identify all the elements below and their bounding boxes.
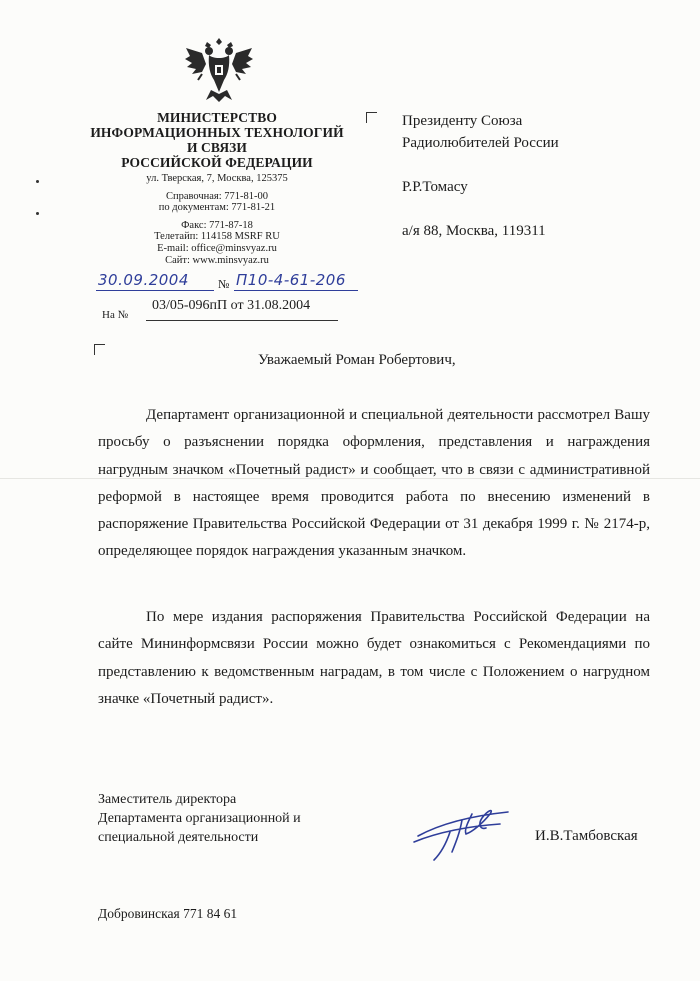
reply-prefix: На № [102,309,129,321]
fax: Факс: 771-87-18 [181,219,253,231]
ministry-line: РОССИЙСКОЙ ФЕДЕРАЦИИ [121,155,313,170]
phone-docs: по документам: 771-81-21 [158,202,276,214]
ministry-contacts [108,173,326,266]
outgoing-number: П10-4-61-206 [236,271,346,289]
body-paragraph: По мере издания распоряжения Правительства Российской Федерации на сайте Мининформсвязи России можно будет ознакомиться с Рекомендациями по представлению к ведомственным наградам, в том числе с Положением о нагрудном значке «Почетный радист». [98,609,650,707]
ministry-name [78,110,356,170]
addressee-name: Р.Р.Томасу [402,179,468,195]
addressee-title-line2: Радиолюбителей России [402,135,559,151]
addressee-block [402,110,559,242]
number-underline [234,290,358,291]
body-paragraph: Департамент организационной и специальной деятельности рассмотрел Вашу просьбу о разъяснении порядка оформления, представления и награждения нагрудным значком «Почетный радист» и сообщает, что в связи с административной реформой в настоящее время проводится работа по внесению изменений в распоряжение Правительства Российской Федерации от 31 декабря 1999 г. № 2174-р, определяющее порядок награждения указанным значком. [98,407,650,560]
date-underline [96,290,214,291]
website: Сайт: www.minsvyaz.ru [165,254,269,266]
punch-mark [36,212,39,215]
reply-underline [146,320,338,321]
ministry-address: ул. Тверская, 7, Москва, 125375 [146,173,288,184]
position-line: Департамента организационной и [98,811,301,826]
ministry-line: И СВЯЗИ [186,140,248,155]
signatory-position [98,790,301,847]
executor-contact: Добровинская 771 84 61 [98,906,238,921]
ministry-line: МИНИСТЕРСТВО [157,110,277,125]
reply-reference: 03/05-096пП от 31.08.2004 [152,298,311,313]
text-corner-mark [94,344,105,355]
salutation: Уважаемый Роман Робертович, [258,352,456,368]
signatory-name: И.В.Тамбовская [535,828,638,844]
outgoing-date: 30.09.2004 [98,271,189,289]
handwritten-signature [410,802,520,862]
addressee-address: а/я 88, Москва, 119311 [402,223,546,239]
teletype: Телетайп: 114158 MSRF RU [154,231,280,243]
phone-info: Справочная: 771-81-00 [165,190,269,202]
number-sign: № [218,277,230,291]
double-headed-eagle-emblem-icon [184,34,254,104]
email: E-mail: office@minsvyaz.ru [157,242,277,254]
addressee-title-line1: Президенту Союза [402,113,523,129]
position-line: Заместитель директора [98,792,237,807]
address-corner-mark [366,112,377,123]
punch-mark [36,180,39,183]
position-line: специальной деятельности [98,830,259,845]
ministry-line: ИНФОРМАЦИОННЫХ ТЕХНОЛОГИЙ [90,125,344,140]
